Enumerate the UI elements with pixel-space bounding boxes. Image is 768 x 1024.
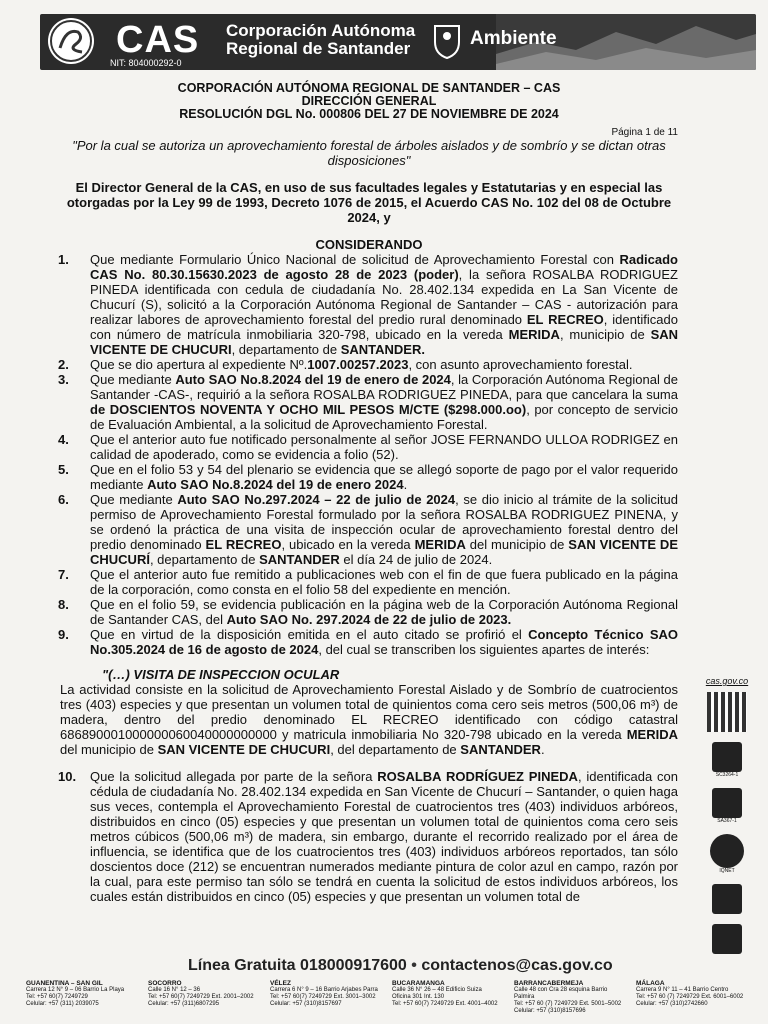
office-l1: Calle 48 con Cra 28 esquina Barrio Palmira — [514, 987, 608, 1000]
office-block — [392, 980, 502, 1015]
item-text: Que en el folio 53 y 54 del plenario se evidencia que se allegó soporte de pago por el valor requerido mediante Auto SAO No.8.2024 del 19 de enero 2024. — [90, 462, 678, 492]
document-body — [60, 82, 678, 904]
cas-gov-link[interactable]: cas.gov.co — [705, 676, 749, 686]
office-l3: Celular: +57 (311)6807295 — [148, 1001, 220, 1007]
item-number: 5. — [58, 462, 69, 477]
doc-header-2: DIRECCIÓN GENERAL — [301, 94, 437, 108]
office-l3: Tel: +57 60(7) 7249729 Ext. 4001–4002 — [392, 1001, 498, 1007]
brand-cas: CAS — [116, 19, 200, 61]
office-l3: Celular: +57 (310)8157697 — [270, 1001, 342, 1007]
icontec-cert-icon — [712, 924, 742, 954]
office-l1: Carrera 9 N° 11 – 41 Barrio Centro — [636, 987, 729, 993]
certifications-sidebar — [702, 676, 752, 954]
cert-label-2: SA367-1 — [717, 818, 737, 824]
list-item — [60, 357, 678, 372]
office-l2: Oficina 301 Int. 130 — [392, 994, 445, 1000]
nit-label: NIT: 804000292-0 — [110, 58, 182, 68]
office-city: MÁLAGA — [636, 980, 665, 987]
office-block — [26, 980, 136, 1015]
doc-header-3: RESOLUCIÓN DGL No. 000806 DEL 27 DE NOVIEMBRE DE 2024 — [179, 107, 559, 121]
office-block — [270, 980, 380, 1015]
item-text: Que mediante Formulario Único Nacional de solicitud de Aprovechamiento Forestal con Radicado CAS No. 80.30.15630.2023 de agosto 28 de 2023 (poder), la señora ROSALBA RODRIGUEZ PINEDA identificada con cedula de ciudadanía No. 28.402.134 expedida en La San Vicente de Chucurí (S), solicitó a la Corporación Autónoma Regional de Santander – CAS - autorización para realizar labores de aprovechamiento forestal del predio rural denominado EL RECREO, identificado con número de matrícula inmobiliaria 320-798, ubicado en la vereda MERIDA, municipio de SAN VICENTE DE CHUCURI, departamento de SANTANDER. — [90, 252, 679, 357]
iqnet-cert-icon — [710, 834, 744, 868]
page-number: Página 1 de 11 — [611, 127, 678, 138]
item-text: Que mediante Auto SAO No.8.2024 del 19 de enero de 2024, la Corporación Autónoma Regional de Santander -CAS-, requirió a la señora ROSALBA RODRIGUEZ PINEDA, para que cancelara la suma de DOSCIENTOS NOVENTA Y OCHO MIL PESOS M/CTE ($298.000.oo), por concepto de servicio de Evaluación Ambiental, a la solicitud de Aprovechamiento Forestal. — [90, 372, 678, 432]
office-l3: Celular: +57 (310)2742660 — [636, 1001, 708, 1007]
office-city: BARRANCABERMEJA — [514, 980, 584, 987]
office-l1: Carrera 12 N° 9 – 06 Barrio La Playa — [26, 987, 125, 993]
offices-footer — [26, 980, 746, 1015]
item-text: Que en virtud de la disposición emitida en el auto citado se profirió el Concepto Técnico SAO No.305.2024 de 16 de agosto de 2024, del cual se transcriben los siguientes apartes de interés: — [90, 627, 678, 657]
office-city: SOCORRO — [148, 980, 182, 987]
toll-free-line: Línea Gratuita 018000917600 — [188, 957, 407, 974]
item-number: 7. — [58, 567, 69, 582]
item-number: 3. — [58, 372, 69, 387]
office-l3: Celular: +57 (311) 2039075 — [26, 1001, 99, 1007]
list-item-10 — [60, 769, 678, 904]
list-item — [60, 597, 678, 627]
cert-label-1: SC3264-1 — [715, 772, 739, 778]
quote-paragraph: La actividad consiste en la solicitud de Aprovechamiento Forestal Aislado y de Sombrío de cuatrocientos tres (403) especies y que presentan un volumen total de quinientos coma cero seis metros (500,06 m³) de madera, dentro del predio denominado EL RECREO identificado con código catastral 686890001000000060040000000000 y matricula inmobiliaria No 320-798 ubicado en la vereda MERIDA del municipio de SAN VICENTE DE CHUCURI, del departamento de SANTANDER. — [60, 682, 678, 757]
doc-header-1: CORPORACIÓN AUTÓNOMA REGIONAL DE SANTANDER – CAS — [177, 81, 561, 95]
office-block — [148, 980, 258, 1015]
qr-code-icon — [707, 692, 747, 732]
office-l1: Carrera 6 N° 9 – 16 Barrio Arjabes Parra — [270, 987, 378, 993]
list-item — [60, 252, 678, 357]
resolution-subtitle: "Por la cual se autoriza un aprovechamiento forestal de árboles aislados y de sombrío y se dictan otras disposiciones" — [72, 138, 666, 168]
office-block — [636, 980, 746, 1015]
corp-name — [226, 22, 415, 58]
contact-email[interactable]: contactenos@cas.gov.co — [421, 957, 613, 974]
item-number: 8. — [58, 597, 69, 612]
item-text: Que en el folio 59, se evidencia publicación en la página web de la Corporación Autónoma Regional de Santander CAS, del Auto SAO No. 297.2024 de 22 de julio de 2023. — [90, 597, 678, 627]
item-number: 1. — [58, 252, 69, 267]
item-text: Que la solicitud allegada por parte de la señora ROSALBA RODRÍGUEZ PINEDA, identificada con cédula de ciudadanía No. 28.402.134 expedida en San Vicente de Chucurí – Santander, o quien haga sus veces, contempla el Aprovechamiento Forestal de cuatrocientos tres (403) individuos arbóreos, distribuidos en cinco (05) especies y que presentan un volumen total de quinientos coma cero seis metros cúbicos (500,06 m³) de madera, sin embargo, durante el recorrido realizado por el área de influencia, se identifica que de los cuatrocientos tres (403) individuos arbóreos reportados, tan sólo doscientos doce (212) se encuentran numerados mediante pintura de color azul en campo, razón por la cual, para este permiso tan sólo se tendrá en cuenta la solicitud de estos individuos arbóreos, los cuales están distribuidos en cinco (05) especies y que presentan un volumen total de — [90, 769, 678, 904]
office-block — [514, 980, 624, 1015]
office-l2: Tel: +57 60(7) 7249729 Ext. 2001–2002 — [148, 994, 254, 1000]
office-l2: Tel: +57 60(7) 7249729 — [26, 994, 88, 1000]
office-l1: Calle 16 N° 12 – 36 — [148, 987, 201, 993]
office-l2: Tel: +57 60 (7) 7249729 Ext. 5001–5002 — [514, 1001, 622, 1007]
item-text: Que el anterior auto fue remitido a publicaciones web con el fin de que fuera publicado en la página de la corporación, como consta en el folio 58 del expediente en mención. — [90, 567, 678, 597]
icontec-cert-icon — [712, 884, 742, 914]
list-item — [60, 432, 678, 462]
item-number: 4. — [58, 432, 69, 447]
list-item — [60, 627, 678, 657]
item-number: 10. — [58, 769, 77, 784]
list-item — [60, 372, 678, 432]
cert-label-3: IQNET — [719, 868, 735, 874]
intro-paragraph: El Director General de la CAS, en uso de sus facultades legales y Estatutarias y en especial las otorgadas por la Ley 99 de 1993, Decreto 1076 de 2015, el Acuerdo CAS No. 102 del 08 de Octubre 2024, y — [66, 180, 672, 225]
office-l3: Celular: +57 (310)8157696 — [514, 1008, 586, 1014]
icontec-cert-icon — [712, 788, 742, 818]
item-text: Que el anterior auto fue notificado personalmente al señor JOSE FERNANDO ULLOA RODRIGEZ en calidad de apoderado, como se evidencia a folio (52). — [90, 432, 678, 462]
list-item — [60, 567, 678, 597]
item-number: 2. — [58, 357, 69, 372]
item-text: Que mediante Auto SAO No.297.2024 – 22 de julio de 2024, se dio inicio al trámite de la solicitud permiso de Aprovechamiento Forestal formulado por la señora ROSALBA RODRIGUEZ PINENA, y se ordenó la práctica de una visita de inspección ocular de aprovechamiento forestal dentro del predio denominado EL RECREO, ubicado en la vereda MERIDA del municipio de SAN VICENTE DE CHUCURÍ, departamento de SANTANDER el día 24 de julio de 2024. — [90, 492, 678, 567]
list-item — [60, 462, 678, 492]
corp-line1: Corporación Autónoma — [226, 21, 416, 40]
office-city: BUCARAMANGA — [392, 980, 445, 987]
item-number: 9. — [58, 627, 69, 642]
separator-dot: • — [411, 957, 422, 974]
office-l2: Tel: +57 60(7) 7249729 Ext. 3001–3002 — [270, 994, 376, 1000]
office-l2: Tel: +57 60 (7) 7249729 Ext. 6001–6002 — [636, 994, 744, 1000]
quote-title: "(…) VISITA DE INSPECCION OCULAR — [102, 667, 340, 682]
office-l1: Calle 36 N° 26 – 48 Edificio Suiza — [392, 987, 482, 993]
item-text: Que se dio apertura al expediente Nº.1007.00257.2023, con asunto aprovechamiento forestal. — [90, 357, 633, 372]
colombia-shield-icon — [432, 22, 462, 60]
ambiente-label: Ambiente — [470, 28, 557, 49]
office-city: VÉLEZ — [270, 980, 291, 987]
list-item — [60, 492, 678, 567]
considerando-list — [60, 252, 678, 657]
footer-contact — [188, 957, 613, 975]
header-banner — [40, 14, 756, 70]
considerando-heading: CONSIDERANDO — [315, 237, 423, 252]
item-number: 6. — [58, 492, 69, 507]
corp-line2: Regional de Santander — [226, 39, 411, 58]
office-city: GUANENTINA – SAN GIL — [26, 980, 103, 987]
icontec-cert-icon — [712, 742, 742, 772]
cas-logo-icon — [48, 18, 94, 64]
